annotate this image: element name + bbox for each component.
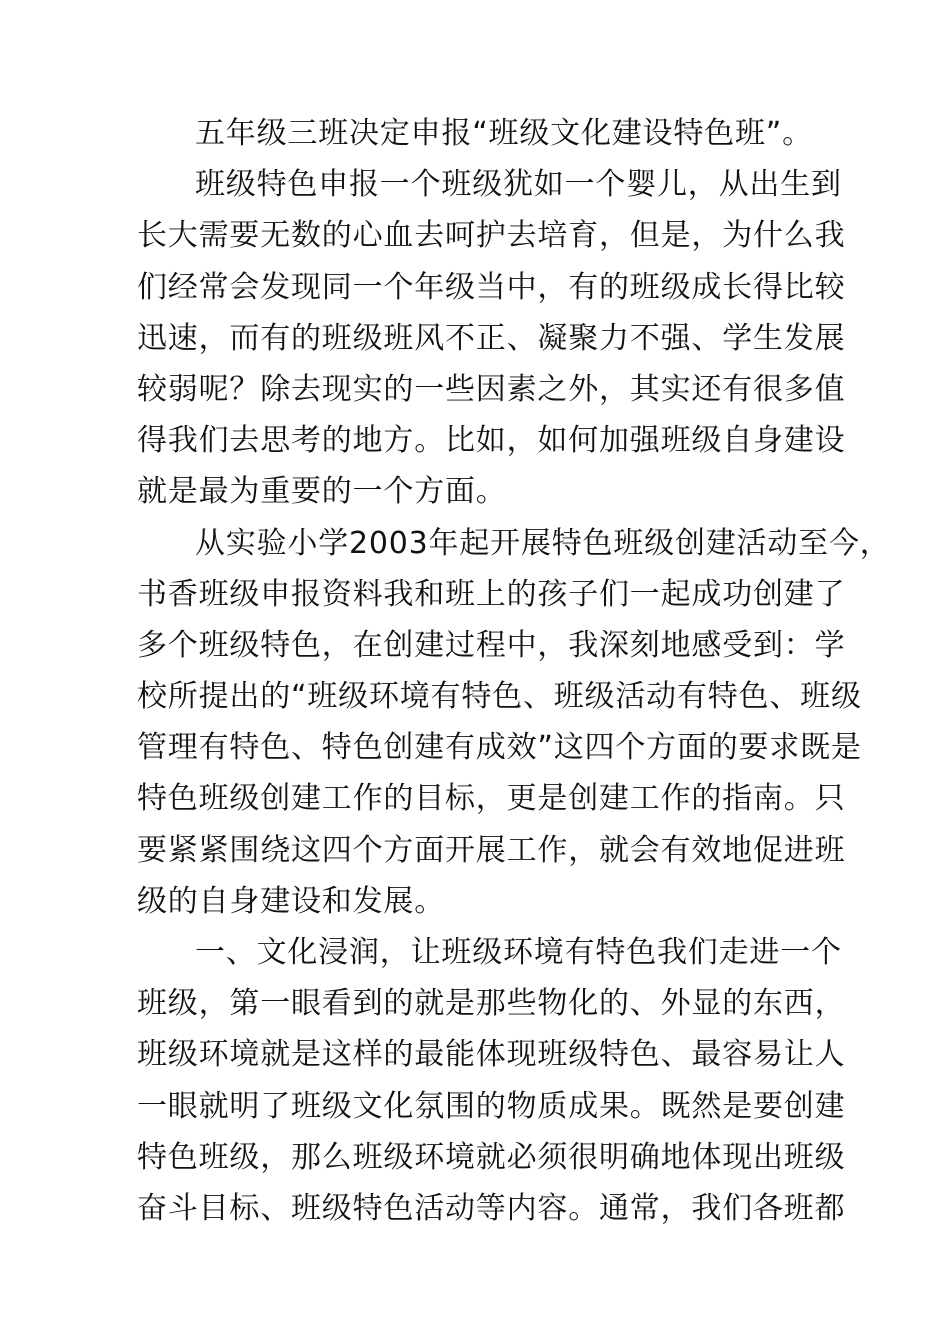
paragraph-1-line-1: 五年级三班决定申报“班级文化建设特色班”。 [195, 116, 813, 151]
paragraph-4-line-4: 一眼就明了班级文化氛围的物质成果。既然是要创建 [137, 1088, 846, 1124]
paragraph-2-line-3: 们经常会发现同一个年级当中，有的班级成长得比较 [137, 269, 846, 305]
paragraph-2-line-1: 班级特色申报一个班级犹如一个婴儿，从出生到 [195, 167, 842, 203]
paragraph-4-line-3: 班级环境就是这样的最能体现班级特色、最容易让人 [137, 1037, 846, 1073]
paragraph-4-line-2: 班级，第一眼看到的就是那些物化的、外显的东西， [137, 986, 846, 1022]
paragraph-4-line-6: 奋斗目标、班级特色活动等内容。通常，我们各班都 [137, 1190, 846, 1226]
paragraph-3-line-3: 多个班级特色，在创建过程中，我深刻地感受到：学 [137, 627, 846, 663]
paragraph-3-line-8: 级的自身建设和发展。 [137, 883, 445, 919]
paragraph-3-line-6: 特色班级创建工作的目标，更是创建工作的指南。只 [137, 781, 846, 817]
paragraph-2-line-5: 较弱呢？除去现实的一些因素之外，其实还有很多值 [137, 371, 846, 407]
document-body [137, 108, 891, 1234]
paragraph-2-line-2: 长大需要无数的心血去呵护去培育，但是，为什么我 [137, 218, 846, 254]
paragraph-2-line-4: 迅速，而有的班级班风不正、凝聚力不强、学生发展 [137, 320, 846, 356]
paragraph-4-line-5: 特色班级，那么班级环境就必须很明确地体现出班级 [137, 1139, 846, 1175]
paragraph-3-line-1: 从实验小学2003年起开展特色班级创建活动至今， [195, 525, 891, 561]
paragraph-2-line-6: 得我们去思考的地方。比如，如何加强班级自身建设 [137, 423, 846, 459]
paragraph-3-line-2: 书香班级申报资料我和班上的孩子们一起成功创建了 [137, 576, 846, 612]
paragraph-3-line-5: 管理有特色、特色创建有成效”这四个方面的要求既是 [137, 730, 862, 766]
paragraph-3-line-4: 校所提出的“班级环境有特色、班级活动有特色、班级 [137, 679, 862, 715]
paragraph-4-line-1: 一、文化浸润，让班级环境有特色我们走进一个 [195, 935, 842, 970]
paragraph-3-line-7: 要紧紧围绕这四个方面开展工作，就会有效地促进班 [137, 832, 846, 868]
paragraph-2-line-7: 就是最为重要的一个方面。 [137, 474, 507, 510]
